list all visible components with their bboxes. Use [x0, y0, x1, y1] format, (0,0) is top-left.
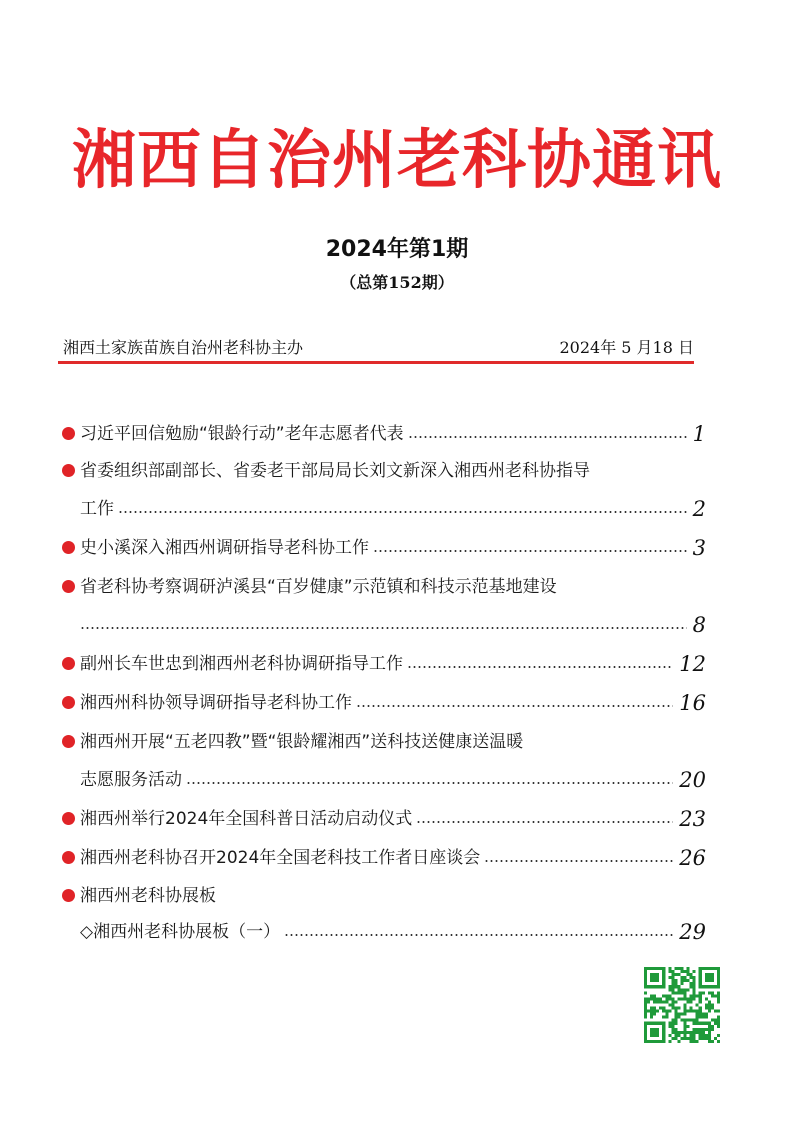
red-bullet-icon: [62, 464, 75, 477]
publish-date: 2024年 5 月18 日: [559, 338, 694, 357]
toc-entry-title: 湘西州老科协展板: [80, 886, 216, 906]
dot-leader: [186, 782, 673, 784]
publisher: 湘西土家族苗族自治州老科协主办: [63, 338, 304, 357]
dot-leader: [408, 436, 687, 438]
qr-code-icon[interactable]: [644, 967, 720, 1043]
toc-page-number: 26: [679, 846, 706, 870]
dot-leader: [416, 821, 673, 823]
toc-entry-title: ◇湘西州老科协展板（一）: [80, 922, 281, 942]
toc-page-number: 16: [679, 691, 706, 715]
toc-page-number: 23: [679, 807, 706, 831]
dot-leader: [118, 511, 687, 513]
toc-page-number: 8: [692, 613, 706, 637]
toc-entry-title: 省委组织部副部长、省委老干部局局长刘文新深入湘西州老科协指导: [80, 461, 590, 481]
toc-entry-title: 湘西州开展“五老四教”暨“银龄耀湘西”送科技送健康送温暖: [80, 732, 524, 752]
toc-entry-title: 副州长车世忠到湘西州老科协调研指导工作: [80, 654, 403, 674]
toc-entry-title: 湘西州老科协召开2024年全国老科技工作者日座谈会: [80, 848, 481, 868]
toc-entry-title: 省老科协考察调研泸溪县“百岁健康”示范镇和科技示范基地建设: [80, 577, 557, 597]
toc-entry-title-continued: 志愿服务活动: [80, 770, 182, 790]
dot-leader: [407, 666, 673, 668]
dot-leader: [356, 705, 673, 707]
toc-page-number: 1: [692, 422, 706, 446]
red-bullet-icon: [62, 696, 75, 709]
dot-leader: [284, 934, 673, 936]
red-bullet-icon: [62, 735, 75, 748]
toc-page-number: 3: [692, 536, 706, 560]
toc-page-number: 20: [679, 768, 706, 792]
total-issue-number: （总第152期）: [340, 273, 454, 292]
dot-leader: [80, 627, 687, 629]
dot-leader: [484, 860, 673, 862]
toc-page-number: 12: [679, 652, 706, 676]
red-bullet-icon: [62, 541, 75, 554]
red-bullet-icon: [62, 812, 75, 825]
toc-page-number: 2: [692, 497, 706, 521]
dot-leader: [373, 550, 687, 552]
red-bullet-icon: [62, 889, 75, 902]
newsletter-title: 湘西自治州老科协通讯: [72, 123, 722, 198]
toc-entry-title: 湘西州举行2024年全国科普日活动启动仪式: [80, 809, 413, 829]
issue-number: 2024年第1期: [325, 237, 469, 262]
toc-entry-title: 史小溪深入湘西州调研指导老科协工作: [80, 538, 369, 558]
toc-page-number: 29: [679, 920, 706, 944]
red-bullet-icon: [62, 427, 75, 440]
red-bullet-icon: [62, 851, 75, 864]
red-bullet-icon: [62, 580, 75, 593]
toc-entry-title-continued: 工作: [80, 499, 114, 519]
toc-entry-title: 湘西州科协领导调研指导老科协工作: [80, 693, 352, 713]
toc-entry-title: 习近平回信勉励“银龄行动”老年志愿者代表: [80, 424, 404, 444]
red-bullet-icon: [62, 657, 75, 670]
